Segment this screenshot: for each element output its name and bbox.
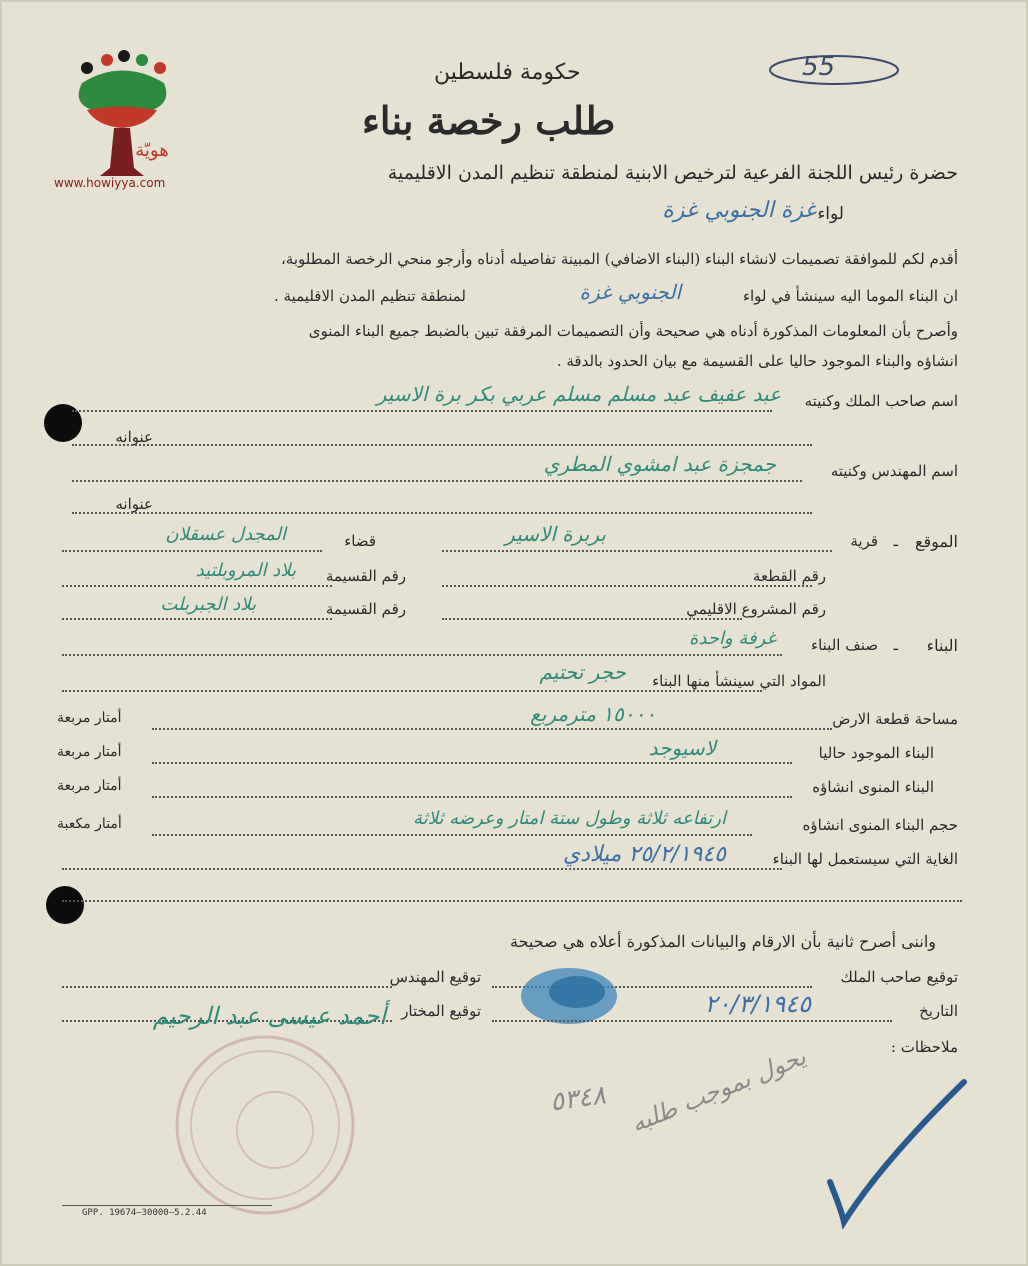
- location-label: الموقع: [915, 532, 958, 551]
- materials-dotline: [62, 690, 762, 692]
- purpose-value: ٢٥/٢/١٩٤٥ ميلادي: [562, 842, 726, 867]
- volume-label: حجم البناء المنوى انشاؤه: [802, 816, 958, 834]
- logo-url: www.howiyya.com: [54, 176, 166, 190]
- official-seal: [170, 1030, 360, 1220]
- building-type-label: صنف البناء: [811, 636, 878, 654]
- parcel2-label: رقم القسيمة: [325, 600, 406, 618]
- engineer-signature-label: توقيع المهندس: [389, 968, 481, 986]
- materials-value: حجر تحتيم: [539, 660, 626, 684]
- building-dash: ـ: [893, 636, 898, 654]
- footer-rule: [62, 1205, 272, 1206]
- proposed-unit: أمتار مربعة: [57, 778, 122, 794]
- date-dotline: [492, 1020, 892, 1022]
- building-type-value: غرفة واحدة: [688, 628, 776, 649]
- land-area-dotline: [152, 728, 832, 730]
- date-value: ٢٠/٣/١٩٤٥: [704, 990, 811, 1018]
- parcel-dotline: [62, 585, 332, 587]
- proposed-label: البناء المنوى انشاؤه: [812, 778, 934, 796]
- village-label: قرية: [850, 532, 878, 550]
- date-label: التاريخ: [919, 1002, 958, 1020]
- body-line-3: وأصرح بأن المعلومات المذكورة أدناه هي صحيحة وأن التصميمات المرفقة تبين بالضبط جميع البناء المنوى: [308, 322, 958, 340]
- land-area-unit: أمتار مربعة: [57, 710, 122, 726]
- location-dash: ـ: [893, 532, 898, 550]
- existing-value: لاسيوجد: [648, 736, 716, 760]
- purpose-dotline: [62, 868, 782, 870]
- reference-number: 55: [802, 52, 836, 82]
- project-dotline: [442, 618, 742, 620]
- owner-dotline: [72, 410, 772, 412]
- existing-dotline: [152, 762, 792, 764]
- building-type-dotline: [62, 654, 782, 656]
- engineer-address-dotline: [72, 512, 812, 514]
- body-line-4: انشاؤه والبناء الموجود حاليا على القسيمة مع بيان الحدود بالدقة .: [556, 352, 958, 370]
- district-value: المجدل عسقلان: [165, 524, 286, 545]
- engineer-label: اسم المهندس وكنيته: [830, 462, 958, 480]
- parcel2-value: بلاد الجبربلت: [160, 594, 256, 615]
- print-code: GPP. 19674—30000—5.2.44: [82, 1208, 207, 1218]
- volume-unit: أمتار مكعبة: [57, 816, 122, 832]
- materials-label: المواد التي سينشأ منها البناء: [652, 672, 826, 690]
- logo-text: هويّة: [135, 140, 169, 161]
- district-handwritten: غزة الجنوبي غزة: [662, 198, 816, 223]
- body-line-2b: لمنطقة تنظيم المدن الاقليمية .: [274, 287, 466, 305]
- margin-pencil-note: ٥٣٤٨: [548, 1080, 608, 1118]
- engineer-dotline: [72, 480, 802, 482]
- plot-dotline: [442, 585, 812, 587]
- village-dotline: [442, 550, 832, 552]
- engineer-value: جمجزة عبد امشوي المطري: [543, 452, 776, 476]
- notes-handwritten: يحول بموجب طلبه: [627, 1042, 810, 1138]
- owner-address-dotline: [72, 444, 812, 446]
- owner-value: عبد عفيف عبد مسلم مسلم عربي بكر برة الاسير: [376, 382, 781, 406]
- punch-hole-bottom: [46, 886, 84, 924]
- owner-signature-label: توقيع صاحب الملك: [840, 968, 958, 986]
- engineer-address-label: عنوانه: [115, 495, 153, 513]
- land-area-value: ١٥٠٠٠ مترمربع: [530, 702, 656, 726]
- land-area-label: مساحة قطعة الارض: [832, 710, 958, 728]
- notes-label: ملاحظات :: [890, 1038, 958, 1056]
- village-value: بربرة الاسير: [505, 522, 606, 546]
- proposed-dotline: [152, 796, 792, 798]
- body-line-2a: ان البناء الموما اليه سينشأ في لواء: [742, 287, 958, 305]
- district-field-label: قضاء: [344, 532, 376, 550]
- body-line-1: أقدم لكم للموافقة تصميمات لانشاء البناء (البناء الاضافي) المبينة تفاصيله أدناه وأرجو منحي الرخصة المطلوبة،: [280, 250, 958, 268]
- parcel-label: رقم القسيمة: [325, 567, 406, 585]
- existing-unit: أمتار مربعة: [57, 744, 122, 760]
- district-dotline: [62, 550, 322, 552]
- parcel2-dotline: [62, 618, 332, 620]
- declaration-text: واننى أصرح ثانية بأن الارقام والبيانات المذكورة أعلاه هي صحيحة: [509, 932, 936, 951]
- existing-label: البناء الموجود حاليا: [818, 744, 934, 762]
- mukhtar-signature-label: توقيع المختار: [401, 1002, 481, 1020]
- building-label: البناء: [926, 636, 958, 655]
- volume-dotline: [152, 834, 752, 836]
- government-heading: حكومة فلسطين: [434, 60, 581, 85]
- mukhtar-signature: أحمد عيسى عبد الرحيم: [152, 1002, 386, 1030]
- owner-address-label: عنوانه: [115, 428, 153, 446]
- plot-label: رقم القطعة: [752, 567, 826, 585]
- purpose-label: الغاية التي سيستعمل لها البناء: [772, 850, 958, 868]
- project-label: رقم المشروع الاقليمي: [686, 600, 826, 618]
- body-line-2-handwritten: الجنوبي غزة: [579, 280, 681, 304]
- engineer-signature-dotline: [62, 986, 392, 988]
- volume-value: ارتفاعه ثلاثة وطول ستة امتار وعرضه ثلاثة: [413, 808, 726, 829]
- district-label: لواء: [817, 204, 844, 224]
- addressee-line: حضرة رئيس اللجنة الفرعية لترخيص الابنية لمنطقة تنظيم المدن الاقليمية: [387, 162, 958, 184]
- owner-label: اسم صاحب الملك وكنيته: [804, 392, 958, 410]
- check-mark: [822, 1072, 972, 1232]
- extra-dotline: [62, 900, 962, 902]
- form-title: طلب رخصة بناء: [362, 98, 616, 143]
- parcel-value: بلاد المروبلتيد: [195, 560, 296, 581]
